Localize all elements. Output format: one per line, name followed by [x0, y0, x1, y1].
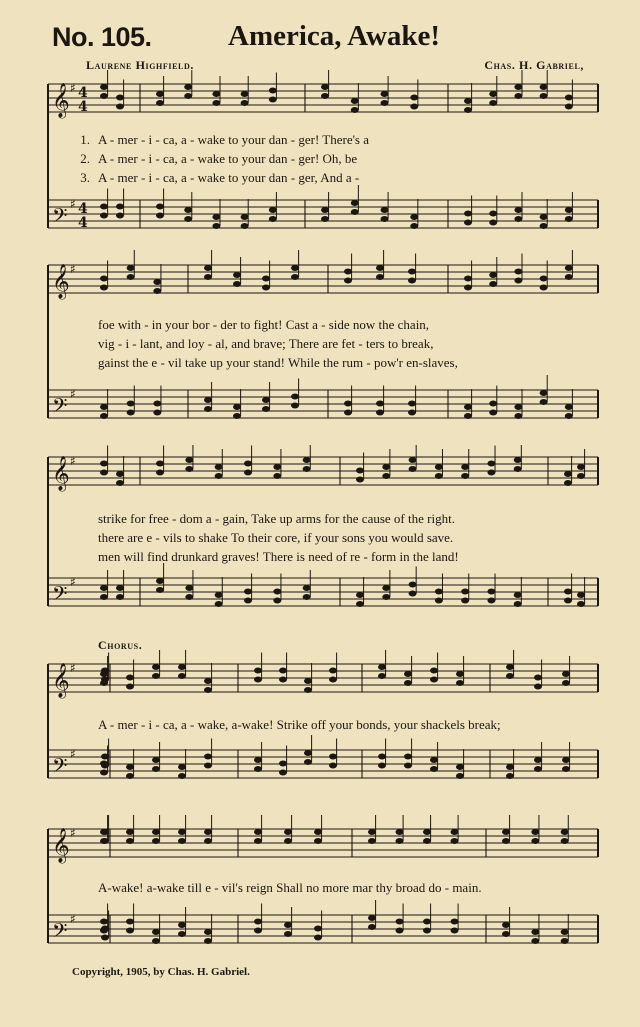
chorus-lyric-line: [60, 717, 600, 733]
lyric-text: foe with - in your bor - der to fight! Cast a - side now the chain,: [98, 317, 430, 332]
lyricist-credit: Laurene Highfield.: [86, 58, 194, 72]
lyric-text: gainst the e - vil take up your stand! While the rum - pow'r en-slaves,: [98, 355, 458, 370]
svg-text:4: 4: [78, 215, 88, 231]
lyric-line: [60, 336, 600, 352]
svg-text:𝄢: 𝄢: [52, 204, 68, 232]
lyric-line: [60, 132, 600, 148]
lyric-text: A-wake! a-wake till e - vil's reign Shall no more mar thy broad do - main.: [98, 880, 482, 895]
svg-text:4: 4: [78, 201, 88, 217]
verse-number: 3.: [80, 170, 90, 185]
chorus-lyric-line: [60, 880, 600, 896]
lyric-line: [60, 355, 600, 371]
svg-text:4: 4: [78, 85, 88, 101]
verse-number: 2.: [80, 151, 90, 166]
svg-text:♯: ♯: [70, 81, 76, 95]
svg-text:♯: ♯: [70, 454, 76, 468]
svg-text:𝄞: 𝄞: [52, 828, 70, 863]
lyric-text: A - mer - i - ca, a - wake, a-wake! Strike off your bonds, your shackels break;: [98, 717, 501, 732]
lyric-line: [60, 170, 600, 186]
chorus-label: Chorus.: [98, 638, 143, 652]
music-system-2: [0, 245, 640, 425]
svg-text:𝄞: 𝄞: [52, 83, 70, 118]
svg-text:♯: ♯: [70, 575, 76, 589]
lyric-line: [60, 549, 600, 565]
lyric-text: strike for free - dom a - gain, Take up arms for the cause of the right.: [98, 511, 455, 526]
lyric-text: vig - i - lant, and loy - al, and brave; There are fet - ters to break,: [98, 336, 434, 351]
svg-text:𝄢: 𝄢: [52, 582, 68, 610]
svg-text:♯: ♯: [70, 262, 76, 276]
hymn-title: America, Awake!: [228, 20, 441, 52]
lyric-text: A - mer - i - ca, a - wake to your dan - ger! There's a: [98, 132, 370, 147]
svg-text:𝄞: 𝄞: [52, 663, 70, 698]
svg-text:𝄢: 𝄢: [52, 394, 68, 422]
lyric-text: there are e - vils to shake To their core, if your sons you would save.: [98, 530, 454, 545]
verse-number: 1.: [80, 132, 90, 147]
lyric-text: A - mer - i - ca, a - wake to your dan - ger, And a -: [98, 170, 360, 185]
lyric-text: A - mer - i - ca, a - wake to your dan - ger! Oh, be: [98, 151, 358, 166]
svg-text:4: 4: [78, 99, 88, 115]
composer-credit: Chas. H. Gabriel,: [484, 58, 584, 72]
lyric-line: [60, 511, 600, 527]
lyric-line: [60, 317, 600, 333]
svg-text:♯: ♯: [70, 912, 76, 926]
lyric-text: men will find drunkard graves! There is need of re - form in the land!: [98, 549, 459, 564]
svg-text:♯: ♯: [70, 747, 76, 761]
lyric-line: [60, 151, 600, 167]
svg-text:♯: ♯: [70, 826, 76, 840]
svg-text:♯: ♯: [70, 661, 76, 675]
copyright-notice: Copyright, 1905, by Chas. H. Gabriel.: [72, 966, 250, 978]
hymn-number: No. 105.: [52, 22, 152, 52]
svg-text:𝄞: 𝄞: [52, 264, 70, 299]
svg-text:𝄢: 𝄢: [52, 919, 68, 947]
svg-text:𝄞: 𝄞: [52, 456, 70, 491]
svg-text:𝄢: 𝄢: [52, 754, 68, 782]
lyric-line: [60, 530, 600, 546]
svg-text:♯: ♯: [70, 387, 76, 401]
svg-text:♯: ♯: [70, 197, 76, 211]
